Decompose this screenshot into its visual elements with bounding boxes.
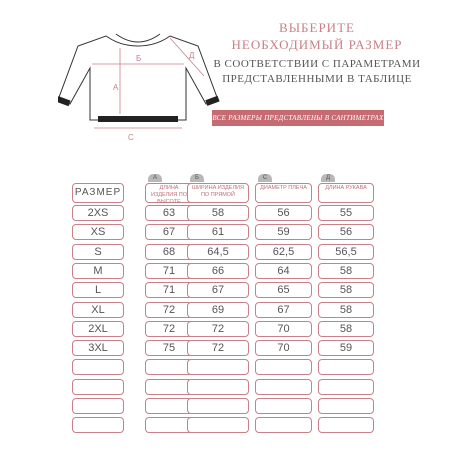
table-cell (145, 417, 193, 433)
table-cell: 65 (255, 282, 312, 298)
column-tab: С (258, 174, 272, 182)
size-header-cell: РАЗМЕР (72, 183, 124, 203)
table-row-size (72, 379, 124, 395)
column-header-cell: ДЛИНА ИЗДЕЛИЯ ПО ВЫСОТЕ (145, 183, 193, 203)
label-d: Д (189, 51, 195, 60)
label-a: А (113, 83, 119, 92)
table-cell: 58 (318, 321, 374, 337)
table-cell (187, 359, 249, 375)
table-cell (187, 417, 249, 433)
table-cell: 68 (145, 244, 193, 260)
subtitle-line-1: В СООТВЕТСТВИИ С ПАРАМЕТРАМИ (213, 58, 421, 70)
table-cell (145, 359, 193, 375)
table-cell: 69 (187, 302, 249, 318)
table-cell: 61 (187, 224, 249, 240)
table-cell: 56 (318, 224, 374, 240)
table-cell: 71 (145, 282, 193, 298)
sweater-diagram (58, 28, 228, 148)
units-banner: ВСЕ РАЗМЕРЫ ПРЕДСТАВЛЕНЫ В САНТИМЕТРАХ (212, 110, 384, 126)
title-line-2: НЕОБХОДИМЫЙ РАЗМЕР (231, 37, 403, 52)
table-cell: 58 (318, 302, 374, 318)
table-cell: 64 (255, 263, 312, 279)
table-cell (255, 398, 312, 414)
table-cell: 64,5 (187, 244, 249, 260)
waistband (98, 116, 178, 122)
table-cell: 70 (255, 321, 312, 337)
table-cell: 58 (187, 205, 249, 221)
column-tab: Б (190, 174, 204, 182)
table-row-size: 2XS (72, 205, 124, 221)
table-cell (318, 417, 374, 433)
right-cuff (205, 96, 219, 106)
table-cell: 59 (255, 224, 312, 240)
table-cell: 72 (187, 321, 249, 337)
column-tab: Д (321, 174, 335, 182)
table-row-size: XL (72, 302, 124, 318)
table-cell (255, 379, 312, 395)
table-cell (187, 398, 249, 414)
sweater-outline (58, 36, 218, 120)
table-cell (145, 379, 193, 395)
column-header-cell: ДИАМЕТР ПЛЕЧА (255, 183, 312, 203)
label-c: С (128, 133, 134, 142)
title-line-1: ВЫБЕРИТЕ (279, 20, 355, 35)
table-row-size: L (72, 282, 124, 298)
table-cell: 72 (145, 302, 193, 318)
table-cell (187, 379, 249, 395)
column-tab: А (148, 174, 162, 182)
table-cell: 67 (145, 224, 193, 240)
column-header-cell: ДЛИНА РУКАВА (318, 183, 374, 203)
table-cell (318, 379, 374, 395)
table-cell: 67 (187, 282, 249, 298)
table-row-size: XS (72, 224, 124, 240)
table-row-size: 2XL (72, 321, 124, 337)
table-row-size (72, 417, 124, 433)
table-cell (318, 359, 374, 375)
table-cell: 70 (255, 340, 312, 356)
table-cell: 75 (145, 340, 193, 356)
table-cell: 72 (145, 321, 193, 337)
table-cell: 71 (145, 263, 193, 279)
subtitle-line-2: ПРЕДСТАВЛЕННЫМИ В ТАБЛИЦЕ (222, 73, 412, 85)
table-cell: 58 (318, 263, 374, 279)
table-cell: 58 (318, 282, 374, 298)
column-header-cell: ШИРИНА ИЗДЕЛИЯ ПО ПРЯМОЙ (187, 183, 249, 203)
table-cell: 67 (255, 302, 312, 318)
table-cell (145, 398, 193, 414)
table-row-size: M (72, 263, 124, 279)
table-row-size (72, 359, 124, 375)
table-cell: 72 (187, 340, 249, 356)
table-cell: 66 (187, 263, 249, 279)
table-cell: 55 (318, 205, 374, 221)
table-cell: 63 (145, 205, 193, 221)
table-cell (255, 359, 312, 375)
left-cuff (58, 96, 71, 106)
table-cell: 59 (318, 340, 374, 356)
table-row-size: S (72, 244, 124, 260)
label-b: Б (136, 54, 142, 63)
table-cell (318, 398, 374, 414)
table-cell (255, 417, 312, 433)
table-cell: 56 (255, 205, 312, 221)
table-row-size (72, 398, 124, 414)
table-cell: 56,5 (318, 244, 374, 260)
table-row-size: 3XL (72, 340, 124, 356)
table-cell: 62,5 (255, 244, 312, 260)
